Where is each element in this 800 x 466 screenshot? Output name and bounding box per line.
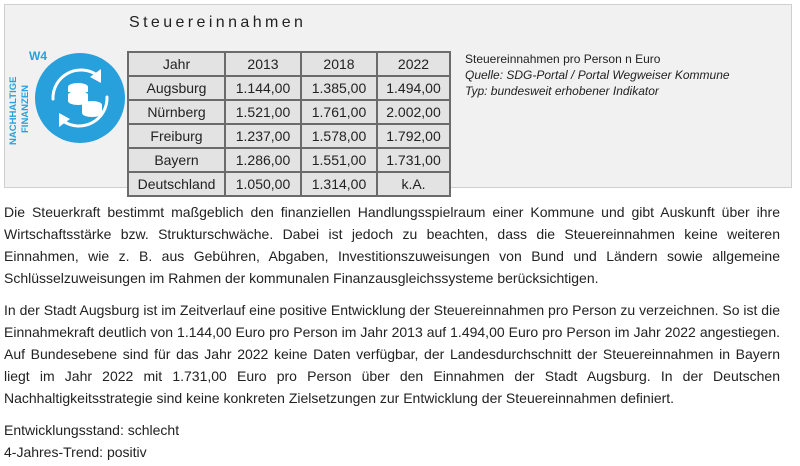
table-cell: 1.494,00 xyxy=(377,76,450,100)
table-cell: 1.144,00 xyxy=(225,76,301,100)
table-cell: 1.286,00 xyxy=(225,148,301,172)
coins-cycle-icon xyxy=(35,53,125,143)
table-header-cell: 2022 xyxy=(377,52,450,76)
table-row xyxy=(128,172,450,196)
indicator-unit: Steuereinnahmen pro Person n Euro xyxy=(465,52,661,66)
indicator-info xyxy=(465,51,730,99)
panel-title: Steuereinnahmen xyxy=(129,14,307,31)
logo-text-line-2: FINANZEN xyxy=(20,84,31,133)
development-status: Entwicklungsstand: schlecht xyxy=(4,422,180,438)
table-row xyxy=(128,76,450,100)
table-header-cell: 2018 xyxy=(301,52,377,76)
table-cell: 1.551,00 xyxy=(301,148,377,172)
trend-status: 4-Jahres-Trend: positiv xyxy=(4,444,147,460)
table-row xyxy=(128,148,450,172)
tax-revenue-table xyxy=(127,51,451,197)
table-cell: Nürnberg xyxy=(128,100,225,124)
indicator-type: Typ: bundesweit erhobener Indikator xyxy=(465,84,659,98)
table-row xyxy=(128,124,450,148)
indicator-description xyxy=(4,201,780,463)
description-paragraph: Die Steuerkraft bestimmt maßgeblich den finanziellen Handlungsspielraum einer Kommune und gibt Auskunft über ihre Wirtschaftsstärke bzw. Strukturschwäche. Dabei ist jedoch zu beachten, dass die Steuereinnahmen keine weiteren Einnahmen, wie z. B. aus Gebühren, Abgaben, Investitionszuweisungen von Bund und Ländern sowie allgemeine Schlüsselzuweisungen im Rahmen der kommunalen Finanzausgleichssysteme berücksichtigen. xyxy=(4,204,780,286)
table-cell: 1.731,00 xyxy=(377,148,450,172)
table-header-cell: 2013 xyxy=(225,52,301,76)
table-cell: k.A. xyxy=(377,172,450,196)
indicator-source: Quelle: SDG-Portal / Portal Wegweiser Kommune xyxy=(465,68,730,82)
logo-text-line-1: NACHHALTIGE xyxy=(8,76,19,145)
table-cell: Augsburg xyxy=(128,76,225,100)
table-cell: 1.385,00 xyxy=(301,76,377,100)
table-cell: 1.792,00 xyxy=(377,124,450,148)
table-cell: Deutschland xyxy=(128,172,225,196)
sdg-logo xyxy=(7,49,125,151)
table-cell: 1.237,00 xyxy=(225,124,301,148)
table-cell: 1.578,00 xyxy=(301,124,377,148)
table-header-row xyxy=(128,52,450,76)
table-cell: Freiburg xyxy=(128,124,225,148)
table-cell: 1.521,00 xyxy=(225,100,301,124)
logo-vertical-text xyxy=(7,51,33,147)
table-cell: 1.761,00 xyxy=(301,100,377,124)
logo-badge: W4 xyxy=(29,49,47,63)
table-cell: Bayern xyxy=(128,148,225,172)
table-cell: 1.050,00 xyxy=(225,172,301,196)
table-header-cell: Jahr xyxy=(128,52,225,76)
table-row xyxy=(128,100,450,124)
table-cell: 2.002,00 xyxy=(377,100,450,124)
analysis-paragraph: In der Stadt Augsburg ist im Zeitverlauf eine positive Entwicklung der Steuereinnahmen pro Person zu verzeichnen. So ist die Einnahmekraft deutlich von 1.144,00 Euro pro Person im Jahr 2013 auf 1.494,00 Euro pro Person im Jahr 2022 angestiegen. Auf Bundesebene sind für das Jahr 2022 keine Daten verfügbar, der Landesdurchschnitt der Steuereinnahmen in Bayern liegt im Jahr 2022 mit 1.731,00 Euro pro Person über den Einnahmen der Stadt Augsburg. In der Deutschen Nachhaltigkeitsstrategie sind keine konkreten Zielsetzungen zur Entwicklung der Steuereinnahmen definiert. xyxy=(4,302,780,406)
indicator-header-panel xyxy=(4,4,792,192)
table-cell: 1.314,00 xyxy=(301,172,377,196)
